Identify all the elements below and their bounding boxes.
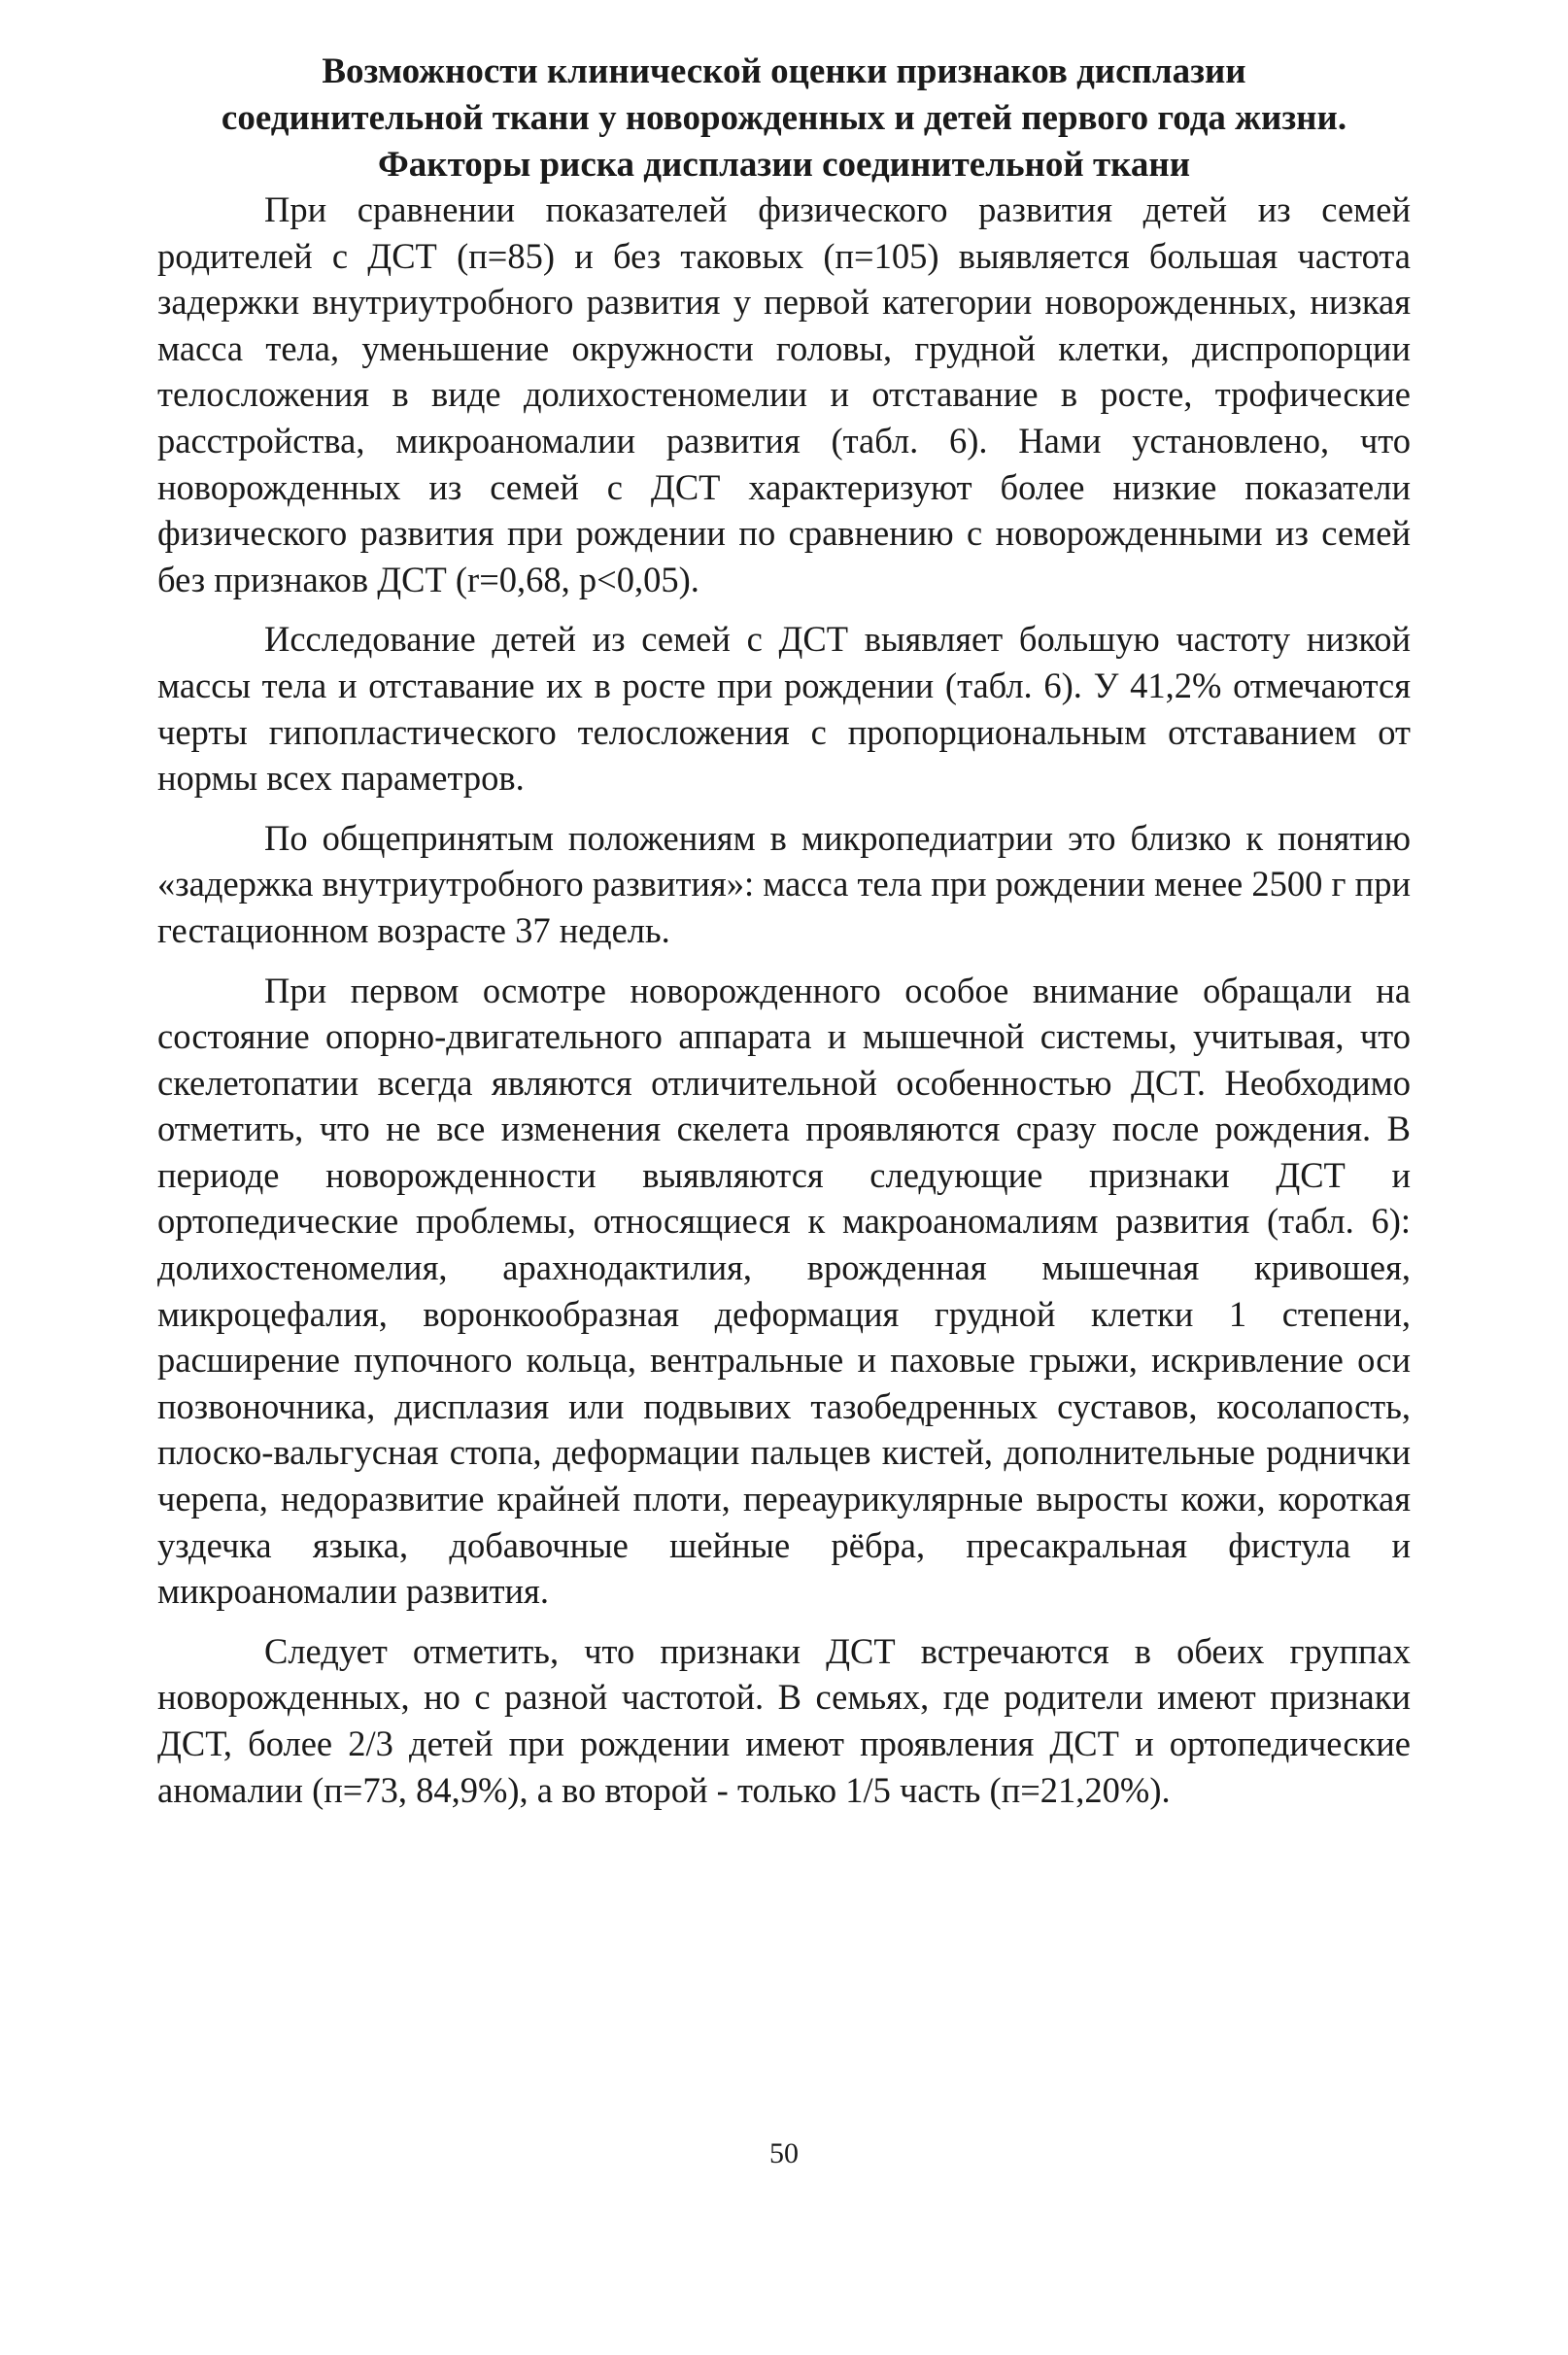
paragraph-2: Исследование детей из семей с ДСТ выявляет большую частоту низкой массы тела и отставание их в росте при рождении (табл. 6). У 41,2% отмечаются черты гипопластического телосложения с пропорциональным отставанием от нормы всех параметров. [157,619,1411,799]
paragraph-4: При первом осмотре новорожденного особое внимание обращали на состояние опорно-двигательного аппарата и мышечной системы, учитывая, что скелетопатии всегда являются отличительной особенностью ДСТ. Необходимо отметить, что не все изменения скелета проявляются сразу после рождения. В периоде новорожденности выявляются следующие признаки ДСТ и ортопедические проблемы, относящиеся к макроаномалиям развития (табл. 6): долихостеномелия, арахнодактилия, врожденная мышечная кривошея, микроцефалия, воронкообразная деформация грудной клетки 1 степени, расширение пупочного кольца, вентральные и паховые грыжи, искривление оси позвоночника, дисплазия или подвывих тазобедренных суставов, косолапость, плоско-вальгусная стопа, деформации пальцев кистей, дополнительные роднички черепа, недоразвитие крайней плоти, переаурикулярные выросты кожи, короткая уздечка языка, добавочные шейные рёбра, пресакральная фистула и микроаномалии развития. [157,970,1411,1612]
page-number: 50 [769,2137,799,2169]
paragraph-3: По общепринятым положениям в микропедиатрии это близко к понятию «задержка внутриутробного развития»: масса тела при рождении менее 2500 г при гестационном возрасте 37 недель. [157,817,1411,950]
paragraph-5: Следует отметить, что признаки ДСТ встречаются в обеих группах новорожденных, но с разной частотой. В семьях, где родители имеют признаки ДСТ, более 2/3 детей при рождении имеют проявления ДСТ и ортопедические аномалии (п=73, 84,9%), а во второй - только 1/5 часть (п=21,20%). [157,1630,1411,1810]
section-title: Возможности клинической оценки признаков дисплазии соединительной ткани у новорожденных и детей первого года жизни. Факторы риска дисплазии соединительной ткани [221,51,1347,185]
page-body [157,49,1411,1826]
paragraph-1: При сравнении показателей физического развития детей из семей родителей с ДСТ (п=85) и без таковых (п=105) выявляется большая частота задержки внутриутробного развития у первой категории новорожденных, низкая масса тела, уменьшение окружности головы, грудной клетки, диспропорции телосложения в виде долихостеномелии и отставание в росте, трофические расстройства, микроаномалии развития (табл. 6). Нами установлено, что новорожденных из семей с ДСТ характеризуют более низкие показатели физического развития при рождении по сравнению с новорожденными из семей без признаков ДСТ (r=0,68, p<0,05). [157,189,1411,599]
